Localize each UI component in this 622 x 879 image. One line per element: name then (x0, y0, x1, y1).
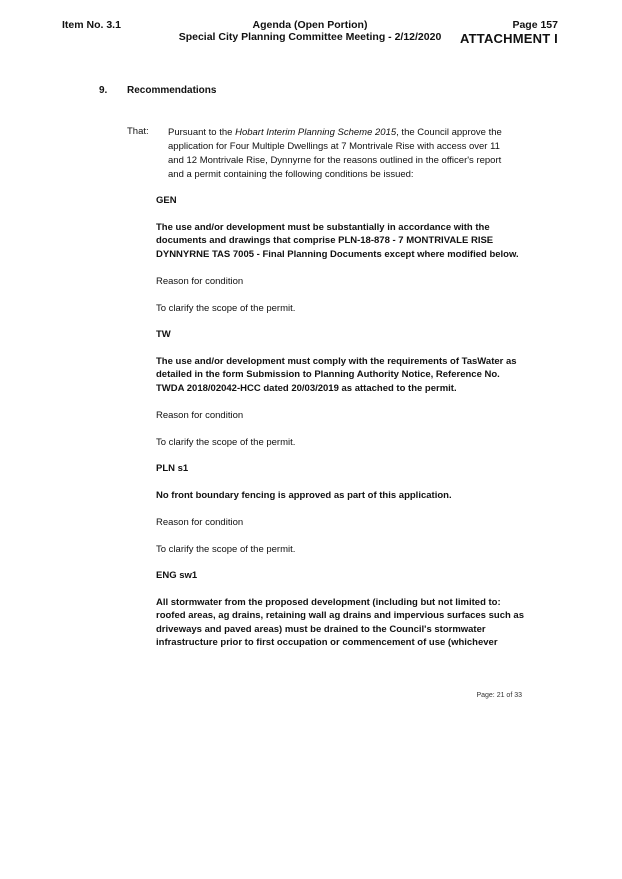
condition-code-eng-sw1: ENG sw1 (156, 570, 198, 581)
condition-text-eng-sw1: All stormwater from the proposed development (including but not limited to: roofed areas, ag drains, retaining wall ag drains and impervious surfaces such as driveways and paved areas) must be drained to the Council's stormwater infrastructure prior to first occupation or commencement of use (whichever (156, 596, 524, 648)
intro-text-after: , the Council approve the application for Four Multiple Dwellings at 7 Montrivale Rise with access over 11 and 12 Montrivale Rise, Dynnyrne for the reasons outlined in the officer's report and a permit containing the following conditions be issued: (168, 127, 502, 180)
reason-label-tw: Reason for condition (156, 410, 244, 421)
condition-code-pln-s1: PLN s1 (156, 463, 189, 474)
condition-text-gen: The use and/or development must be substantially in accordance with the documents and drawings that comprise PLN-18-878 - 7 MONTRIVALE RISE DYNNYRNE TAS 7005 - Final Planning Documents except where modified below. (156, 221, 519, 260)
reason-text-gen: To clarify the scope of the permit. (156, 302, 296, 314)
reason-label-pln-s1: Reason for condition (156, 517, 244, 528)
reason-text-tw: To clarify the scope of the permit. (156, 436, 296, 448)
page-number: Page 157 (512, 19, 558, 31)
reason-label-gen: Reason for condition (156, 276, 244, 287)
meeting-title: Special City Planning Committee Meeting - 2/12/2020 (178, 31, 442, 43)
page-counter: Page: 21 of 33 (476, 692, 522, 699)
agenda-heading (150, 19, 470, 43)
planning-scheme-name: Hobart Interim Planning Scheme 2015 (235, 127, 397, 138)
condition-text-pln-s1: No front boundary fencing is approved as part of this application. (156, 489, 452, 501)
intro-text-before: Pursuant to the (168, 127, 236, 138)
attachment-label: ATTACHMENT I (460, 31, 558, 46)
section-number: 9. (99, 85, 108, 96)
condition-code-gen: GEN (156, 195, 177, 206)
condition-code-tw: TW (156, 329, 171, 340)
item-number: Item No. 3.1 (62, 19, 121, 31)
section-title: Recommendations (127, 85, 217, 96)
conditions-list (156, 194, 526, 664)
condition-text-tw: The use and/or development must comply with the requirements of TasWater as detailed in the form Submission to Planning Authority Notice, Reference No. TWDA 2018/02042-HCC dated 20/03/2019 as attached to the permit. (156, 355, 517, 394)
page-info (460, 19, 558, 46)
that-label: That: (127, 126, 149, 137)
intro-paragraph (168, 126, 516, 182)
reason-text-pln-s1: To clarify the scope of the permit. (156, 543, 296, 555)
agenda-title: Agenda (Open Portion) (252, 19, 368, 31)
